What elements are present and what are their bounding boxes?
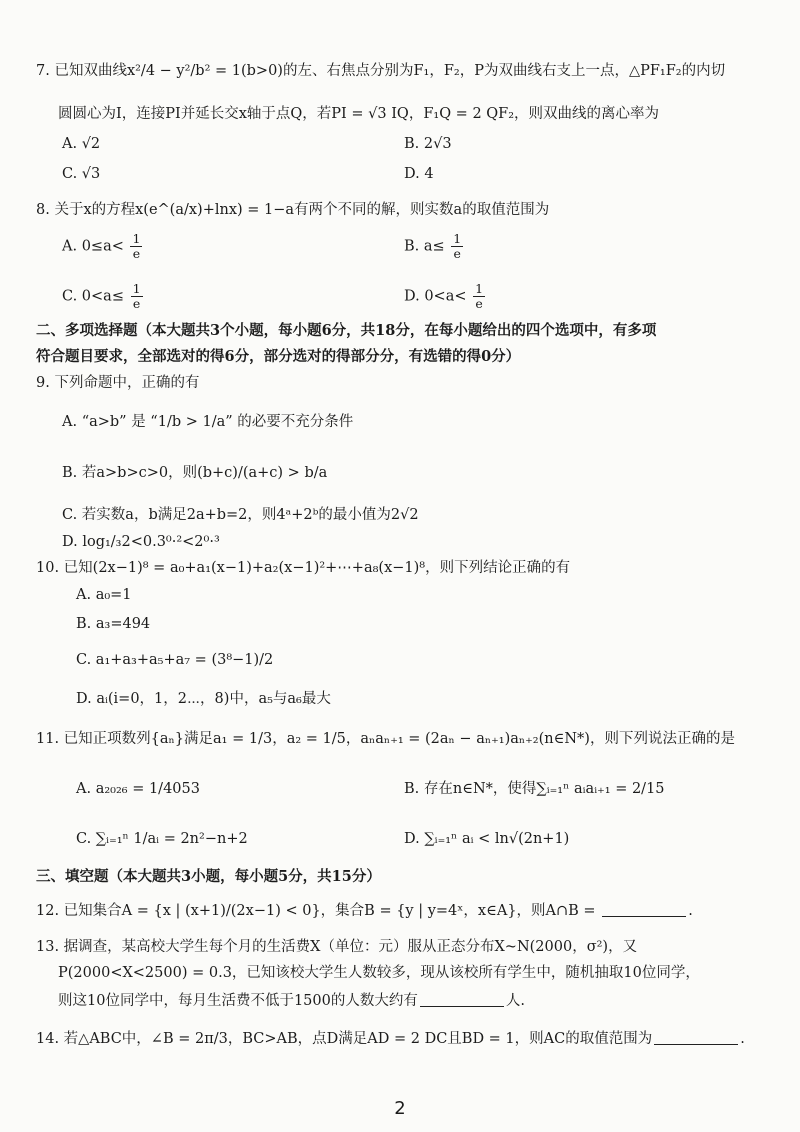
q7-option-b: B. 2√3 (404, 136, 452, 152)
page-number: 2 (394, 1098, 406, 1119)
q13-stem-line1: 13. 据调查，某高校大学生每个月的生活费X（单位：元）服从正态分布X~N(2000，σ²)，又 (36, 939, 638, 955)
q12-end: . (688, 903, 693, 919)
q12-text: 12. 已知集合A = {x | (x+1)/(2x−1) < 0}，集合B = {y | y=4ˣ，x∈A}，则A∩B = (36, 903, 601, 919)
q10-option-a: A. a₀=1 (76, 587, 132, 603)
q9-option-a: A. “a>b” 是 “1/b > 1/a” 的必要不充分条件 (62, 414, 354, 430)
q7-option-d: D. 4 (404, 166, 434, 182)
fraction: $\frac{1}{e}$ (132, 231, 141, 261)
q13-text: 则这10位同学中，每月生活费不低于1500的人数大约有 (58, 993, 418, 1009)
q8-option-a (62, 232, 144, 261)
q9-option-b: B. 若a>b>c>0，则(b+c)/(a+c) > b/a (62, 465, 328, 481)
q9-option-c: C. 若实数a，b满足2a+b=2，则4ᵃ+2ᵇ的最小值为2√2 (62, 507, 419, 523)
q9-option-d: D. log₁/₃2<0.3⁰·²<2⁰·³ (62, 534, 220, 550)
q8-option-b-label: B. a≤ (404, 238, 445, 255)
q10-option-c: C. a₁+a₃+a₅+a₇ = (3⁸−1)/2 (76, 652, 274, 668)
fraction: $\frac{1}{e}$ (132, 281, 141, 311)
q10-option-d: D. aᵢ(i=0，1，2⋯，8)中，a₅与a₆最大 (76, 691, 331, 707)
q8-option-d (404, 282, 487, 311)
answer-blank[interactable] (654, 1030, 738, 1045)
q8-option-c-label: C. 0<a≤ (62, 288, 124, 305)
q8-option-b (404, 232, 465, 261)
q7-stem-line2: 圆圆心为I，连接PI并延长交x轴于点Q，若PI = √3 IQ，F₁Q = 2 QF₂，则双曲线的离心率为 (58, 106, 660, 122)
fraction: $\frac{1}{e}$ (453, 231, 462, 261)
q11-option-a: A. a₂₀₂₆ = 1/4053 (76, 781, 200, 797)
section-2-heading: 二、多项选择题（本大题共3个小题，每小题6分，共18分，在每小题给出的四个选项中，有多项 (36, 322, 657, 339)
q11-stem: 11. 已知正项数列{aₙ}满足a₁ = 1/3，a₂ = 1/5，aₙaₙ₊₁ = (2aₙ − aₙ₊₁)aₙ₊₂(n∈N*)，则下列说法正确的是 (36, 731, 735, 747)
answer-blank[interactable] (602, 902, 686, 917)
q8-stem: 8. 关于x的方程x(e^(a/x)+lnx) = 1−a有两个不同的解，则实数a的取值范围为 (36, 202, 550, 218)
q14-stem (36, 1028, 745, 1050)
q13-stem-line2: P(2000<X<2500) = 0.3，已知该校大学生人数较多，现从该校所有学生中，随机抽取10位同学， (58, 965, 700, 981)
q9-stem: 9. 下列命题中，正确的有 (36, 375, 200, 391)
answer-blank[interactable] (420, 992, 504, 1007)
q8-option-c (62, 282, 145, 311)
q13-stem-line3 (58, 990, 525, 1012)
fraction: $\frac{1}{e}$ (475, 281, 484, 311)
q11-option-c: C. ∑ᵢ₌₁ⁿ 1/aᵢ = 2n²−n+2 (76, 831, 248, 847)
q7-stem-line1: 7. 已知双曲线x²/4 − y²/b² = 1(b>0)的左、右焦点分别为F₁，F₂，P为双曲线右支上一点，△PF₁F₂的内切 (36, 63, 726, 79)
q8-option-d-label: D. 0<a< (404, 288, 467, 305)
q14-text: 14. 若△ABC中，∠B = 2π/3，BC>AB，点D满足AD = 2 DC且BD = 1，则AC的取值范围为 (36, 1031, 653, 1047)
section-3-heading: 三、填空题（本大题共3小题，每小题5分，共15分） (36, 868, 381, 885)
q8-option-a-label: A. 0≤a< (62, 238, 124, 255)
q14-end: . (740, 1031, 745, 1047)
q12-stem (36, 900, 693, 922)
q11-option-d: D. ∑ᵢ₌₁ⁿ aᵢ < ln√(2n+1) (404, 831, 570, 847)
q10-stem: 10. 已知(2x−1)⁸ = a₀+a₁(x−1)+a₂(x−1)²+⋯+a₈(x−1)⁸，则下列结论正确的有 (36, 560, 571, 576)
q7-option-a: A. √2 (62, 136, 101, 152)
q13-end: 人. (505, 993, 525, 1009)
q11-option-b: B. 存在n∈N*，使得∑ᵢ₌₁ⁿ aᵢaᵢ₊₁ = 2/15 (404, 781, 665, 797)
section-2-heading-cont: 符合题目要求，全部选对的得6分，部分选对的得部分分，有选错的得0分） (36, 348, 521, 365)
q7-option-c: C. √3 (62, 166, 101, 182)
q10-option-b: B. a₃=494 (76, 616, 151, 632)
